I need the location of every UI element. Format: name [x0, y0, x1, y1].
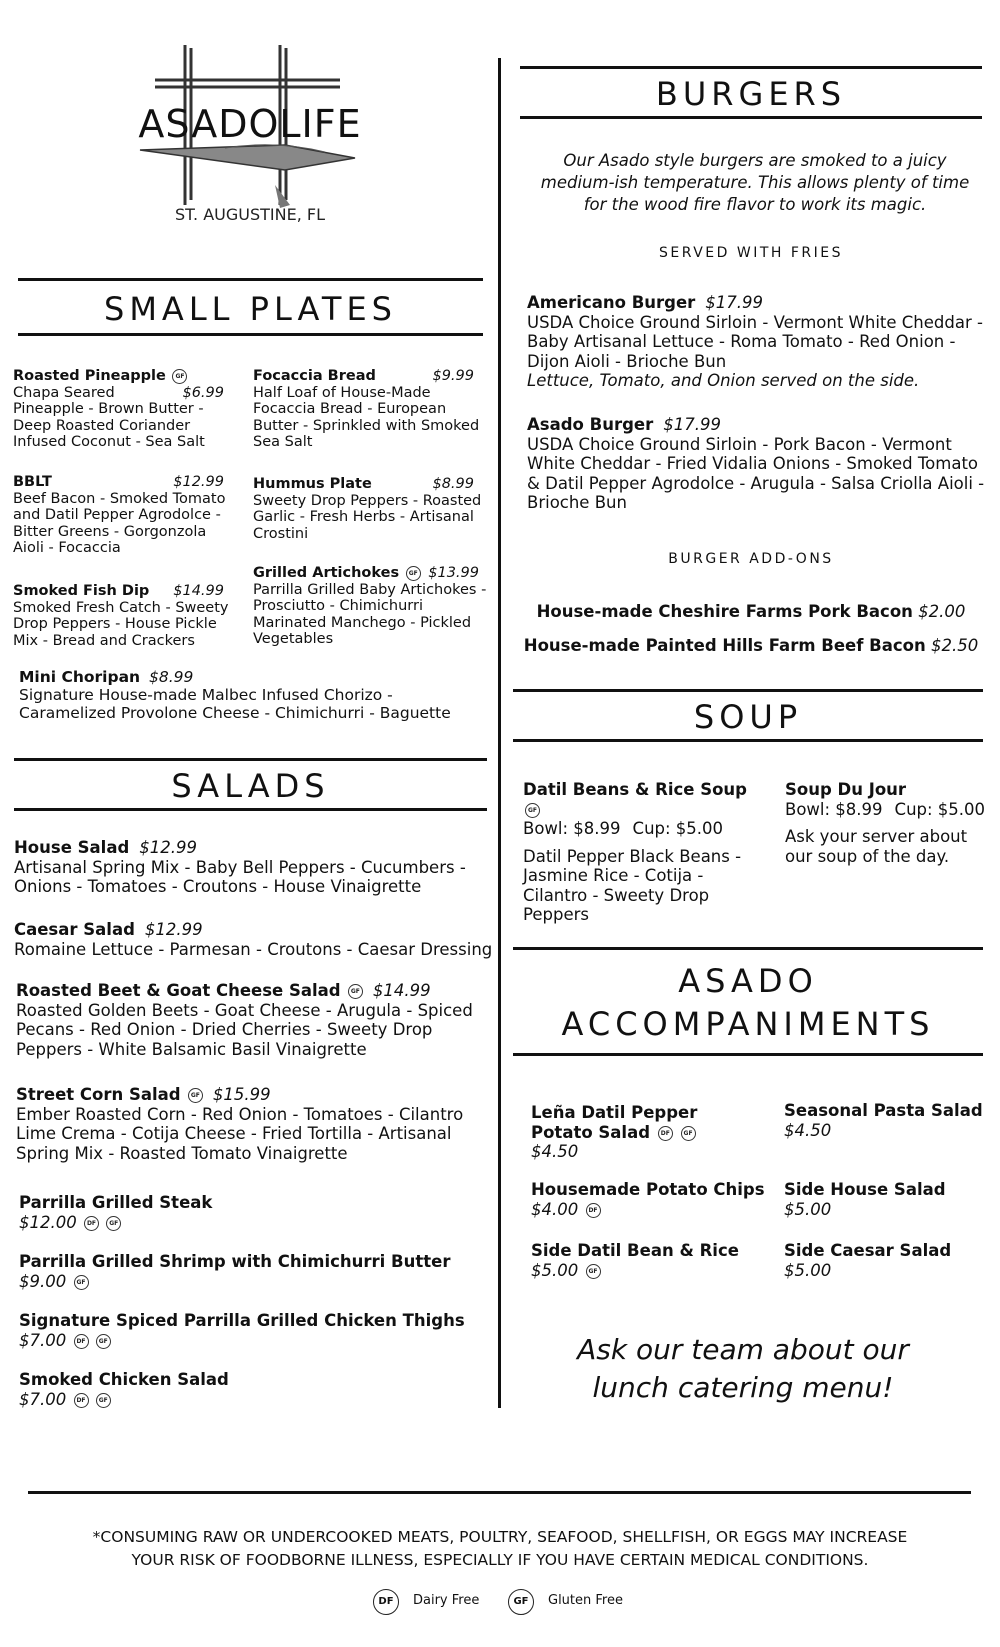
- item-price: $17.99: [705, 293, 764, 312]
- salads-rule-top: [14, 758, 487, 761]
- catering-line2: lunch catering menu!: [592, 1371, 894, 1404]
- gluten-free-icon: GF: [172, 369, 187, 384]
- item-description: Ask your server about our soup of the day.: [785, 827, 968, 866]
- item-price: $5.00: [531, 1260, 579, 1280]
- small-plate-item: [253, 476, 488, 542]
- item-header: [13, 474, 238, 491]
- addon-price-row: [19, 1390, 489, 1410]
- item-name: Street Corn Salad: [16, 1085, 181, 1104]
- addon-name: Parrilla Grilled Shrimp with Chimichurri Butter: [19, 1252, 451, 1271]
- small-plate-item: [253, 565, 493, 648]
- salad-item: [16, 1085, 491, 1163]
- item-description: USDA Choice Ground Sirloin - Vermont White Cheddar - Baby Artisanal Lettuce - Roma Tomato - Red Onion - Dijon Aioli - Brioche Bun: [527, 312, 983, 371]
- gluten-free-icon: GF: [586, 1264, 601, 1279]
- soup-prices: [785, 800, 990, 820]
- item-price: $8.99: [149, 668, 194, 686]
- small-plates-rule-bottom: [18, 333, 483, 336]
- item-price: $17.99: [663, 415, 721, 434]
- item-price: $12.99: [144, 920, 203, 939]
- gluten-free-icon: GF: [681, 1126, 696, 1141]
- item-name-text: Side House Salad: [784, 1180, 946, 1199]
- catering-line1: Ask our team about our: [577, 1333, 909, 1366]
- item-description: USDA Choice Ground Sirloin - Pork Bacon - Vermont White Cheddar - Fried Vidalia Onions - Smoked Tomato & Datil Pepper Agrodolce - Arugula - Salsa Criolla Aioli - Brioche Bun: [527, 434, 985, 512]
- burger-item: [527, 293, 987, 391]
- item-price: $5.00: [784, 1260, 832, 1280]
- accompaniment-item: [784, 1101, 994, 1140]
- item-description: Parrilla Grilled Baby Artichokes - Prosciutto - Chimichurri Marinated Manchego - Pickled Vegetables: [253, 581, 487, 647]
- addon-price: $12.00: [19, 1212, 77, 1232]
- gluten-free-icon: GF: [525, 803, 540, 818]
- item-description: Sweety Drop Peppers - Roasted Garlic - Fresh Herbs - Artisanal Crostini: [253, 492, 482, 542]
- salad-addon: [19, 1193, 489, 1232]
- item-header: [527, 293, 987, 313]
- item-name: [531, 1241, 771, 1261]
- item-price: $15.99: [212, 1085, 271, 1104]
- item-name: Datil Beans & Rice Soup: [523, 780, 747, 799]
- item-name: Smoked Fish Dip: [13, 583, 150, 599]
- burgers-intro: Our Asado style burgers are smoked to a juicy medium-ish temperature. This allows plenty of time for the wood fire flavor to work its magic.: [540, 151, 970, 214]
- gluten-free-icon: GF: [406, 566, 421, 581]
- cup-price: Cup: $5.00: [894, 799, 986, 819]
- item-name: [531, 1103, 761, 1142]
- logo-location: ST. AUGUSTINE, FL: [175, 205, 325, 224]
- item-name: Grilled Artichokes: [253, 565, 400, 581]
- addon-price: $9.00: [19, 1271, 67, 1291]
- item-name: [784, 1180, 994, 1200]
- gluten-free-icon: GF: [74, 1275, 89, 1290]
- item-header: [527, 415, 987, 435]
- small-plates-title: SMALL PLATES: [104, 290, 397, 328]
- soup-item: [523, 780, 763, 925]
- item-name: Americano Burger: [527, 293, 696, 312]
- gluten-free-icon: GF: [96, 1393, 111, 1408]
- dairy-free-icon: DF: [74, 1334, 89, 1349]
- soup-item: [785, 780, 990, 866]
- addon-name: House-made Cheshire Farms Pork Bacon: [536, 602, 913, 621]
- item-note: Lettuce, Tomato, and Onion served on the side.: [527, 371, 920, 390]
- item-header: [253, 368, 488, 385]
- logo: [125, 40, 375, 230]
- small-plate-item: [19, 668, 489, 722]
- addon-name: Smoked Chicken Salad: [19, 1370, 229, 1389]
- item-description: Smoked Fresh Catch - Sweety Drop Peppers - House Pickle Mix - Bread and Crackers: [13, 599, 229, 649]
- salad-addon: [19, 1252, 489, 1291]
- column-divider: [498, 58, 501, 1408]
- item-description: Artisanal Spring Mix - Baby Bell Peppers - Cucumbers - Onions - Tomatoes - Croutons - House Vinaigrette: [14, 857, 466, 896]
- item-header: [16, 981, 491, 1001]
- addon-name: House-made Painted Hills Farm Beef Bacon: [523, 636, 926, 655]
- item-price: $4.50: [784, 1120, 832, 1140]
- salad-item: [14, 920, 494, 959]
- item-price: $14.99: [372, 981, 431, 1000]
- soup-title: SOUP: [693, 698, 803, 736]
- item-price: $12.99: [173, 474, 224, 490]
- item-header: [13, 583, 238, 600]
- small-plate-item: [13, 583, 238, 649]
- item-description: Beef Bacon - Smoked Tomato and Datil Pepper Agrodolce - Bitter Greens - Gorgonzola Aioli - Focaccia: [13, 490, 226, 556]
- cup-price: Cup: $5.00: [632, 819, 724, 838]
- item-price: $14.99: [173, 583, 224, 599]
- burger-item: [527, 415, 987, 513]
- addon-name: Parrilla Grilled Steak: [19, 1193, 213, 1212]
- addon-price: $7.00: [19, 1389, 67, 1409]
- accompaniment-item: [784, 1241, 994, 1280]
- gluten-free-icon: GF: [348, 984, 363, 999]
- item-price-row: [531, 1142, 761, 1162]
- gluten-free-icon: GF: [188, 1088, 203, 1103]
- item-name: Mini Choripan: [19, 668, 141, 686]
- item-name: Roasted Pineapple: [13, 368, 166, 384]
- soup-prices: [523, 819, 763, 839]
- item-name: Roasted Beet & Goat Cheese Salad: [16, 981, 341, 1000]
- addon-price: $2.00: [918, 602, 966, 621]
- item-name: House Salad: [14, 838, 130, 857]
- dairy-free-label: Dairy Free: [413, 1593, 480, 1608]
- small-plate-item: [253, 368, 488, 451]
- item-price: $4.00: [531, 1199, 579, 1219]
- item-name-text: Housemade Potato Chips: [531, 1180, 765, 1199]
- burger-addon: [520, 636, 982, 656]
- accompaniment-item: [531, 1103, 761, 1162]
- item-description: Roasted Golden Beets - Goat Cheese - Arugula - Spiced Pecans - Red Onion - Dried Cherries - Sweety Drop Peppers - White Balsamic Basil Vinaigrette: [16, 1000, 473, 1059]
- item-header: [253, 565, 493, 582]
- bowl-price: Bowl: $8.99: [785, 799, 883, 819]
- accompaniments-rule-bottom: [513, 1053, 983, 1056]
- item-description: Ember Roasted Corn - Red Onion - Tomatoes - Cilantro Lime Crema - Cotija Cheese - Fried Tortilla - Artisanal Spring Mix - Roasted Tomato Vinaigrette: [16, 1104, 464, 1163]
- item-header: [19, 668, 489, 686]
- addon-price: $2.50: [930, 636, 979, 655]
- item-price-row: [784, 1261, 994, 1281]
- small-plate-item: [13, 368, 238, 451]
- footer-rule: [28, 1491, 971, 1494]
- item-header: [13, 368, 238, 401]
- gluten-free-icon: GF: [508, 1589, 534, 1615]
- item-price-row: [784, 1121, 994, 1141]
- item-name: Caesar Salad: [14, 920, 135, 939]
- dairy-free-icon: DF: [373, 1589, 399, 1615]
- item-description: Signature House-made Malbec Infused Chorizo - Caramelized Provolone Cheese - Chimichurri - Baguette: [19, 686, 451, 722]
- bowl-price: Bowl: $8.99: [523, 819, 621, 838]
- burgers-rule-top: [520, 66, 982, 69]
- small-plate-item: [13, 474, 238, 557]
- accompaniments-title-line2: ACCOMPANIMENTS: [561, 1005, 935, 1043]
- gluten-free-icon: GF: [96, 1334, 111, 1349]
- item-name: BBLT: [13, 474, 52, 490]
- addon-name: Signature Spiced Parrilla Grilled Chicken Thighs: [19, 1311, 465, 1330]
- accompaniment-item: [784, 1180, 994, 1219]
- dairy-free-icon: DF: [658, 1126, 673, 1141]
- addon-price: $7.00: [19, 1330, 67, 1350]
- item-price: $4.50: [531, 1142, 579, 1161]
- item-price-row: [531, 1261, 771, 1281]
- item-description: Romaine Lettuce - Parmesan - Croutons - Caesar Dressing: [14, 939, 493, 959]
- item-name-text: Seasonal Pasta Salad: [784, 1101, 983, 1120]
- disclaimer-line1: *CONSUMING RAW OR UNDERCOOKED MEATS, POULTRY, SEAFOOD, SHELLFISH, OR EGGS MAY INCREASE: [92, 1528, 908, 1546]
- addon-price-row: [19, 1272, 489, 1292]
- item-price: $13.99: [428, 565, 479, 581]
- item-price: $8.99: [432, 476, 474, 492]
- legend-gluten-free: [508, 1589, 648, 1619]
- accompaniments-title-line1: ASADO: [678, 962, 818, 1000]
- dairy-free-icon: DF: [74, 1393, 89, 1408]
- item-name: Hummus Plate: [253, 476, 372, 492]
- soup-rule-top: [513, 689, 983, 692]
- item-header: [14, 920, 494, 940]
- salads-rule-bottom: [14, 808, 487, 811]
- item-header: [253, 476, 488, 493]
- addon-price-row: [19, 1331, 489, 1351]
- item-price: $12.99: [139, 838, 198, 857]
- item-name-text: Leña Datil Pepper Potato Salad: [531, 1103, 698, 1142]
- item-header: [523, 780, 763, 819]
- item-header: [785, 780, 990, 800]
- item-price: $9.99: [432, 368, 474, 384]
- item-name: Asado Burger: [527, 415, 654, 434]
- item-name-text: Side Datil Bean & Rice: [531, 1241, 739, 1260]
- item-price-row: [531, 1200, 771, 1220]
- item-name: Soup Du Jour: [785, 780, 907, 799]
- item-name-text: Side Caesar Salad: [784, 1241, 952, 1260]
- gluten-free-icon: GF: [106, 1216, 121, 1231]
- burger-addons-title: BURGER ADD-ONS: [668, 551, 834, 567]
- item-description: Half Loaf of House-Made Focaccia Bread - European Butter - Sprinkled with Smoked Sea Salt: [253, 384, 480, 450]
- salad-addon: [19, 1370, 489, 1409]
- accompaniment-item: [531, 1180, 771, 1219]
- item-price: $5.00: [784, 1199, 832, 1219]
- item-name: [784, 1101, 994, 1121]
- item-name: Focaccia Bread: [253, 368, 376, 384]
- item-name: [531, 1180, 771, 1200]
- disclaimer-line2: YOUR RISK OF FOODBORNE ILLNESS, ESPECIALLY IF YOU HAVE CERTAIN MEDICAL CONDITIONS.: [131, 1551, 869, 1569]
- burgers-rule-bottom: [520, 116, 982, 119]
- accompaniments-rule-top: [513, 947, 983, 950]
- salads-title: SALADS: [171, 767, 330, 805]
- item-header: [16, 1085, 491, 1105]
- dairy-free-icon: DF: [586, 1203, 601, 1218]
- item-price-row: [784, 1200, 994, 1220]
- dairy-free-icon: DF: [84, 1216, 99, 1231]
- item-description: Datil Pepper Black Beans - Jasmine Rice - Cotija - Cilantro - Sweety Drop Peppers: [523, 846, 742, 924]
- salad-item: [14, 838, 494, 897]
- burgers-served-with: SERVED WITH FRIES: [659, 245, 843, 261]
- accompaniment-item: [531, 1241, 771, 1280]
- salad-addon: [19, 1311, 489, 1350]
- item-price: $6.99: [182, 384, 224, 401]
- item-header: [14, 838, 494, 858]
- salad-item: [16, 981, 491, 1059]
- item-description: Chapa Seared Pineapple - Brown Butter - Deep Roasted Coriander Infused Coconut - Sea Salt: [13, 384, 205, 450]
- legend-dairy-free: [373, 1589, 503, 1619]
- soup-rule-bottom: [513, 739, 983, 742]
- logo-name: ASADOLIFE: [138, 102, 362, 146]
- gluten-free-label: Gluten Free: [548, 1593, 623, 1608]
- item-name: [784, 1241, 994, 1261]
- burgers-title: BURGERS: [655, 75, 847, 113]
- small-plates-rule-top: [18, 278, 483, 281]
- burger-addon: [520, 602, 982, 622]
- addon-price-row: [19, 1213, 489, 1233]
